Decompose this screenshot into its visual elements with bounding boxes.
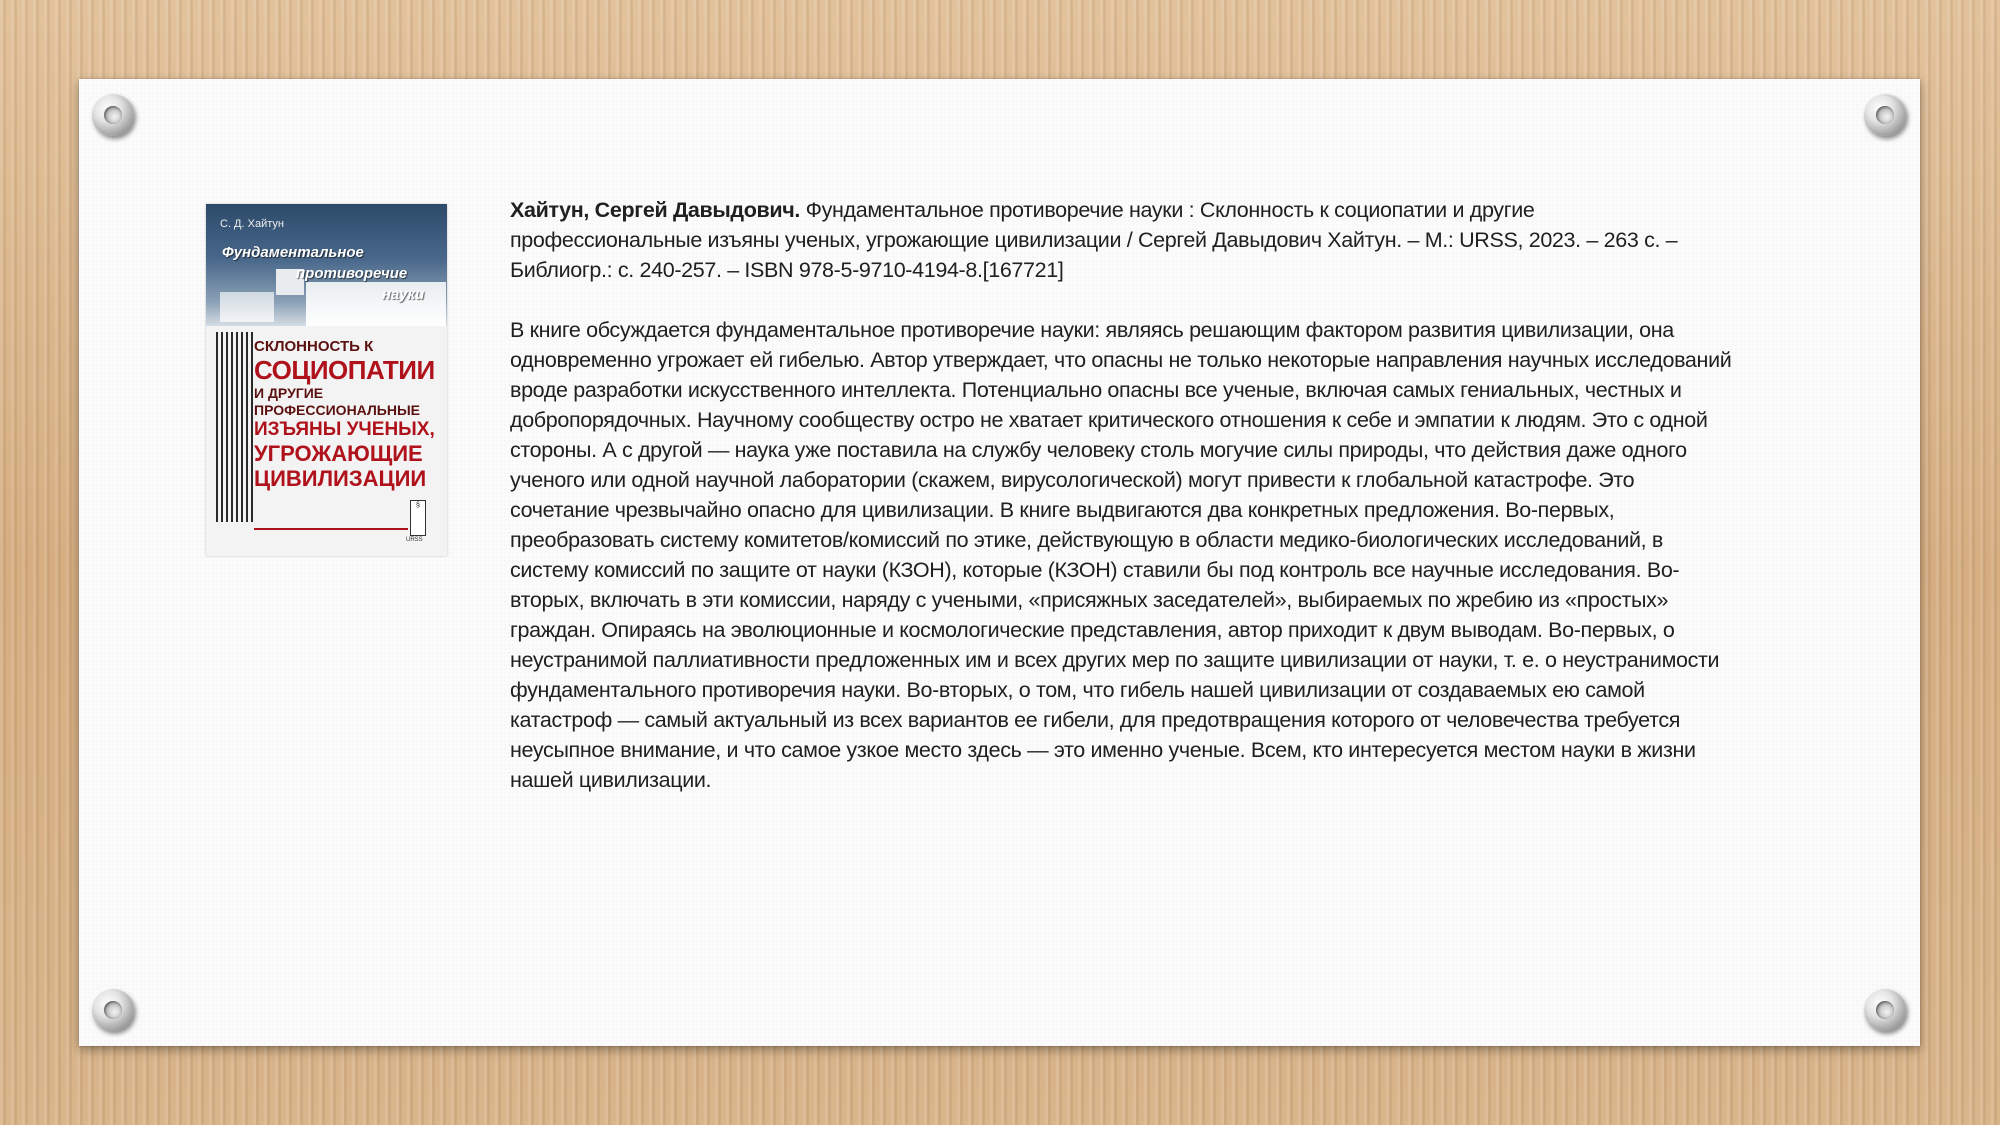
book-cover-image (206, 204, 447, 556)
cover-subtitle-line: ЦИВИЛИЗАЦИИ (254, 466, 427, 491)
cover-barcode-stripes (216, 332, 254, 522)
rivet-bottom-left-icon (92, 989, 134, 1031)
cover-subtitle-line: И ДРУГИЕ ПРОФЕССИОНАЛЬНЫЕ (254, 385, 420, 418)
cover-subtitle-line: ИЗЪЯНЫ УЧЕНЫХ, (254, 419, 435, 440)
cover-title-line: Фундаментальное (222, 244, 364, 261)
cover-author: С. Д. Хайтун (220, 218, 284, 230)
publisher-logo-icon: § (410, 500, 426, 536)
book-description (510, 195, 1732, 795)
cover-title-line: науки (382, 286, 425, 303)
citation-author: Хайтун, Сергей Давыдович. (510, 198, 800, 222)
cover-subtitle (254, 338, 444, 491)
book-abstract: В книге обсуждается фундаментальное противоречие науки: являясь решающим фактором развития цивилизации, она одновременно угрожает ей гибелью. Автор утверждает, что опасны не только некоторые направления научных исследований вроде разработки искусственного интеллекта. Потенциально опасны все ученые, включая самых гениальных, честных и добропорядочных. Научному сообществу остро не хватает критического отношения к себе и эмпатии к людям. Это с одной стороны. А с другой — наука уже поставила на службу человеку столь могучие силы природы, что действия даже одного ученого или одной научной лаборатории (скажем, вирусологической) могут привести к глобальной катастрофе. Это сочетание чрезвычайно опасно для цивилизации. В книге выдвигаются два конкретных предложения. Во-первых, преобразовать систему комитетов/комиссий по этике, действующую в области медико-биологических исследований, в систему комиссий по защите от науки (КЗОН), которые (КЗОН) ставили бы под контроль все научные исследования. Во-вторых, включать в эти комиссии, наряду с учеными, «присяжных заседателей», выбираемых по жребию из «простых» граждан. Опираясь на эволюционные и космологические представления, автор приходит к двум выводам. Во-первых, о неустранимой паллиативности предложенных им и всех других мер по защите цивилизации от науки, т. е. о неустранимости фундаментального противоречия науки. Во-вторых, о том, что гибель нашей цивилизации от создаваемых ею самой катастроф — самый актуальный из всех вариантов ее гибели, для предотвращения которого от человечества требуется неусыпное внимание, и что самое узкое место здесь — это именно ученые. Всем, кто интересуется местом науки в жизни нашей цивилизации. (510, 318, 1732, 792)
cover-title-line: противоречие (296, 265, 408, 282)
cover-subtitle-line: УГРОЖАЮЩИЕ (254, 441, 423, 466)
rivet-top-right-icon (1864, 94, 1906, 136)
rivet-bottom-right-icon (1864, 989, 1906, 1031)
cover-subtitle-line: СОЦИОПАТИИ (254, 355, 435, 385)
publisher-mark: URSS (406, 537, 423, 543)
bibliographic-citation (510, 195, 1732, 285)
citation-details: Фундаментальное противоречие науки : Склонность к социопатии и другие профессиональные изъяны ученых, угрожающие цивилизации / Сергей Давыдович Хайтун. – М.: URSS, 2023. – 263 с. – Библиогр.: с. 240-257. – ISBN 978-5-9710-4194-8.[167721] (510, 198, 1678, 282)
rivet-top-left-icon (92, 94, 134, 136)
cover-title (218, 242, 438, 305)
cover-divider (254, 528, 408, 530)
cover-subtitle-line: СКЛОННОСТЬ К (254, 338, 374, 355)
